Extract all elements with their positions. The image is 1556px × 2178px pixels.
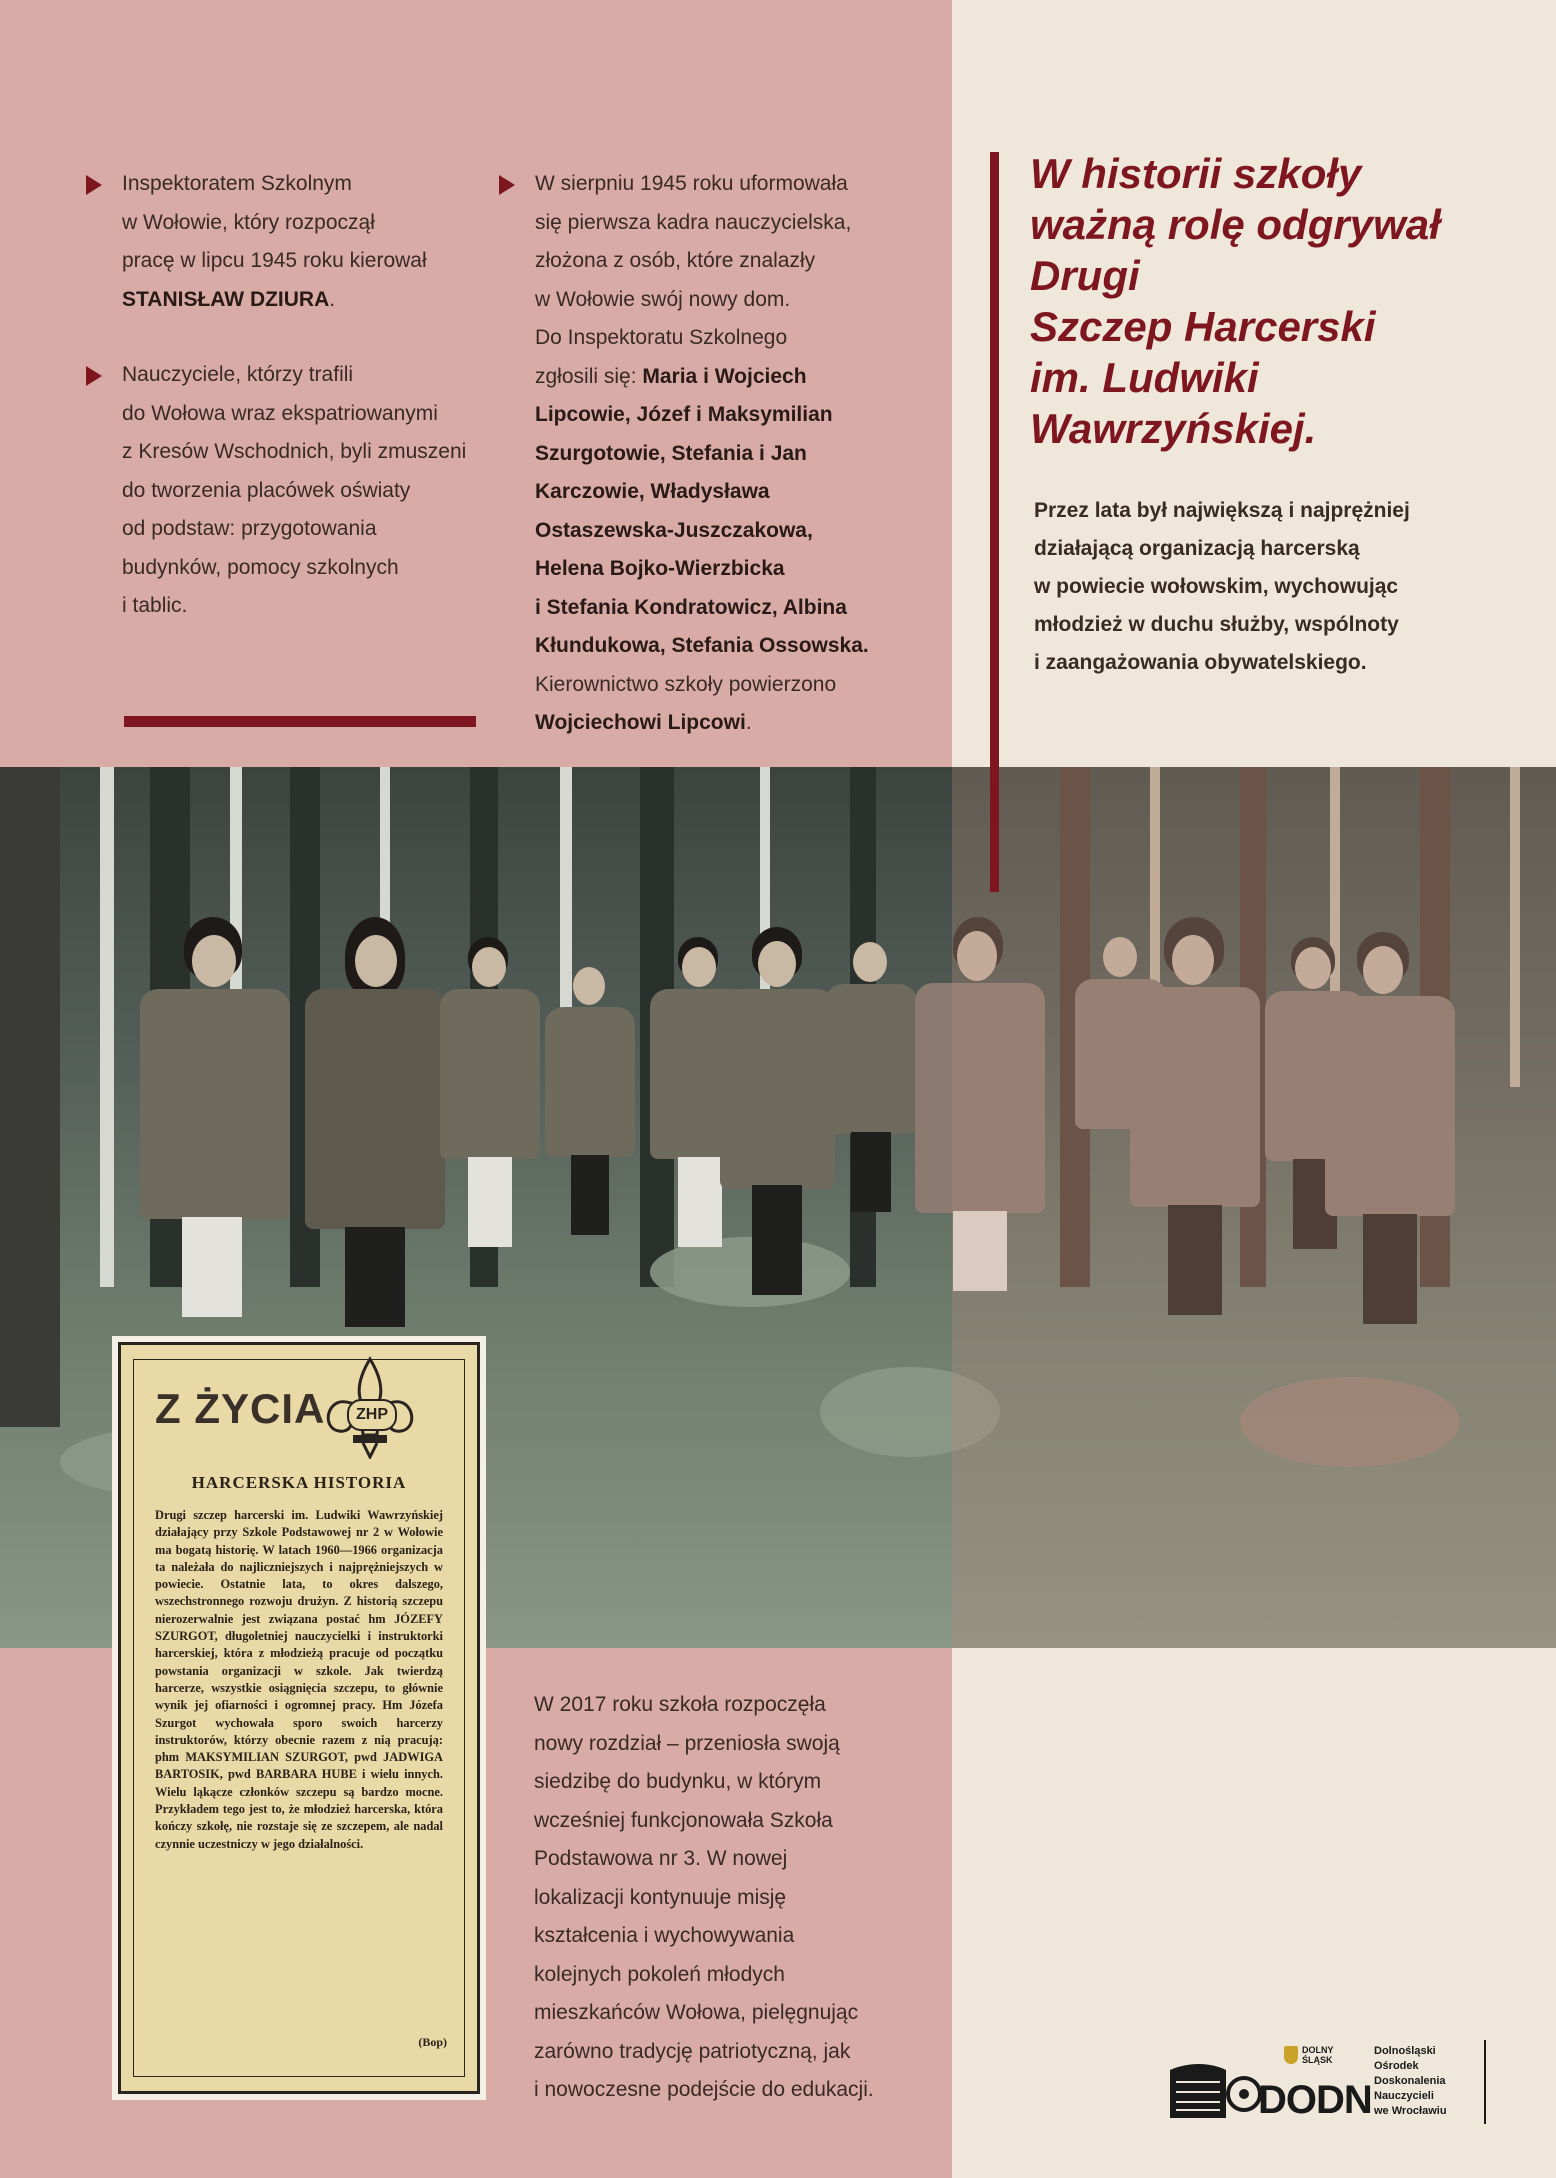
- text-line: w powiecie wołowskim, wychowując: [1034, 575, 1399, 598]
- title-line: Szczep Harcerski: [1030, 303, 1376, 350]
- text-line: i zaangażowania obywatelskiego.: [1034, 651, 1367, 674]
- text-fragment: .: [745, 711, 752, 734]
- photo-sepia-overlay: [952, 767, 1556, 1648]
- vertical-accent-rule: [990, 152, 999, 892]
- text-line: lokalizacji kontynuuje misję: [534, 1885, 787, 1909]
- text-line: Nauczycieli: [1374, 2090, 1434, 2102]
- text-line-bold: Kłundukowa, Stefania Ossowska.: [535, 634, 869, 657]
- text-line-bold: Szurgotowie, Stefania i Jan: [535, 441, 807, 465]
- bottom-paragraph: [534, 1686, 934, 2110]
- text-line: i nowoczesne podejście do edukacji.: [534, 2078, 874, 2101]
- text-line: się pierwsza kadra nauczycielska,: [535, 210, 852, 234]
- region-label-bottom: ŚLĄSK: [1302, 2055, 1333, 2065]
- brand-name: DODN: [1258, 2078, 1372, 2122]
- text-line: w Wołowie swój nowy dom.: [535, 287, 791, 311]
- dodn-logo: [1166, 2040, 1500, 2130]
- text-line: W 2017 roku szkoła rozpoczęła: [534, 1693, 826, 1716]
- text-line: nowy rozdział – przeniosła swoją: [534, 1731, 840, 1755]
- title-line: Drugi: [1030, 252, 1140, 299]
- text-line: Dolnośląski: [1374, 2045, 1436, 2057]
- region-label-top: DOLNY: [1302, 2045, 1334, 2055]
- zhp-emblem: ZHP: [347, 1399, 397, 1431]
- text-fragment: .: [329, 287, 336, 311]
- text-line: Do Inspektoratu Szkolnego: [535, 326, 788, 349]
- col1-paragraph-1: [122, 165, 492, 319]
- name-highlight: Wojciechowi Lipcowi: [535, 711, 746, 734]
- text-line: pracę w lipcu 1945 roku kierował: [122, 249, 427, 272]
- bullet-icon: [86, 366, 102, 386]
- emblem-shield-icon: [1284, 2046, 1298, 2064]
- title-line: Wawrzyńskiej.: [1030, 405, 1317, 452]
- institution-name: [1374, 2044, 1447, 2119]
- newspaper-clipping: [118, 1342, 480, 2094]
- text-line: zarówno tradycję patriotyczną, jak: [534, 2039, 851, 2063]
- text-line: i tablic.: [122, 594, 188, 617]
- text-fragment: zgłosili się:: [535, 364, 643, 388]
- text-line: Ośrodek: [1374, 2060, 1419, 2072]
- text-line: Nauczyciele, którzy trafili: [122, 363, 354, 386]
- text-line: z Kresów Wschodnich, byli zmuszeni: [122, 440, 467, 463]
- text-line: we Wrocławiu: [1374, 2105, 1447, 2117]
- name-highlight: Maria i Wojciech: [642, 364, 807, 388]
- horizontal-accent-rule: [124, 716, 476, 727]
- text-line: Kierownictwo szkoły powierzono: [535, 672, 837, 696]
- text-line: wcześniej funkcjonowała Szkoła: [534, 1808, 833, 1832]
- text-line: Przez lata był największą i najprężniej: [1034, 499, 1410, 522]
- text-line-bold: i Stefania Kondratowicz, Albina: [535, 595, 847, 619]
- text-line: w Wołowie, który rozpoczął: [122, 210, 375, 234]
- text-line: młodzież w duchu służby, wspólnoty: [1034, 613, 1399, 636]
- clipping-body: Drugi szczep harcerski im. Ludwiki Wawrzyńskiej działający przy Szkole Podstawowej nr 2 w Wołowie ma bogatą historię. W latach 1960—1966 organizacja ta należała do najliczniejszych i najprężniejszych w powiecie. Ostatnie lata, to okres dalszego, wszechstronnego rozwoju drużyn. Z historią szczepu nierozerwalnie jest związana postać hm JÓZEFY SZURGOT, długoletniej nauczycielki i instruktorki harcerskiej, która z młodzieżą pracuje od początku powstania organizacji w szkole. Jak twierdzą harcerze, wszystkie osiągnięcia szczepu, to głównie wynik jej ofiarności i ogromnej pracy. Hm Józefa Szurgot wychowała sporo swoich harcerzy instruktorów, którzy obecnie razem z nią pracują: phm MAKSYMILIAN SZURGOT, pwd JADWIGA BARTOSIK, pwd BARBARA HUBE i wielu innych. Wielu ląkącze członków szczepu są bardzo mocne. Przykładem tego jest to, że młodzież harcerska, która kończy szkołę, nie rozstaje się ze szczepem, ale nadal czynnie uczestniczy w jego działalności.: [155, 1508, 443, 1851]
- text-line: Podstawowa nr 3. W nowej: [534, 1847, 788, 1870]
- text-line: złożona z osób, które znalazły: [535, 249, 816, 272]
- text-line: od podstaw: przygotowania: [122, 517, 377, 540]
- title-line: ważną rolę odgrywał: [1030, 201, 1441, 248]
- text-line-bold: Ostaszewska-Juszczakowa,: [535, 518, 813, 542]
- text-line-bold: Lipcowie, Józef i Maksymilian: [535, 403, 833, 426]
- text-line: Inspektoratem Szkolnym: [122, 172, 352, 195]
- col2-paragraph: [535, 165, 935, 743]
- text-line-bold: Helena Bojko-Wierzbicka: [535, 557, 785, 580]
- lead-paragraph: [1034, 492, 1514, 682]
- text-line: budynków, pomocy szkolnych: [122, 555, 399, 579]
- col1-paragraph-2: [122, 356, 502, 626]
- text-line: siedzibę do budynku, w którym: [534, 1770, 822, 1793]
- text-line: kolejnych pokoleń młodych: [534, 1962, 785, 1986]
- logo-divider: [1484, 2040, 1486, 2124]
- bullet-icon: [499, 175, 515, 195]
- clipping-subheading: HARCERSKA HISTORIA: [191, 1473, 407, 1492]
- section-title: [1030, 148, 1530, 454]
- text-line: do tworzenia placówek oświaty: [122, 478, 411, 502]
- text-line: do Wołowa wraz ekspatriowanymi: [122, 401, 438, 425]
- bullet-icon: [86, 175, 102, 195]
- text-line: kształcenia i wychowywania: [534, 1924, 795, 1947]
- text-line: W sierpniu 1945 roku uformowała: [535, 172, 848, 195]
- name-highlight: STANISŁAW DZIURA: [122, 287, 330, 311]
- clipping-signature: (Bop): [418, 2035, 447, 2049]
- text-line: mieszkańców Wołowa, pielęgnując: [534, 2001, 859, 2024]
- title-line: W historii szkoły: [1030, 150, 1362, 197]
- text-line: działającą organizacją harcerską: [1034, 537, 1360, 560]
- title-line: im. Ludwiki: [1030, 354, 1259, 401]
- clipping-heading: Z ŻYCIA: [155, 1385, 326, 1432]
- text-line: Doskonalenia: [1374, 2075, 1446, 2087]
- text-line-bold: Karczowie, Władysława: [535, 480, 770, 503]
